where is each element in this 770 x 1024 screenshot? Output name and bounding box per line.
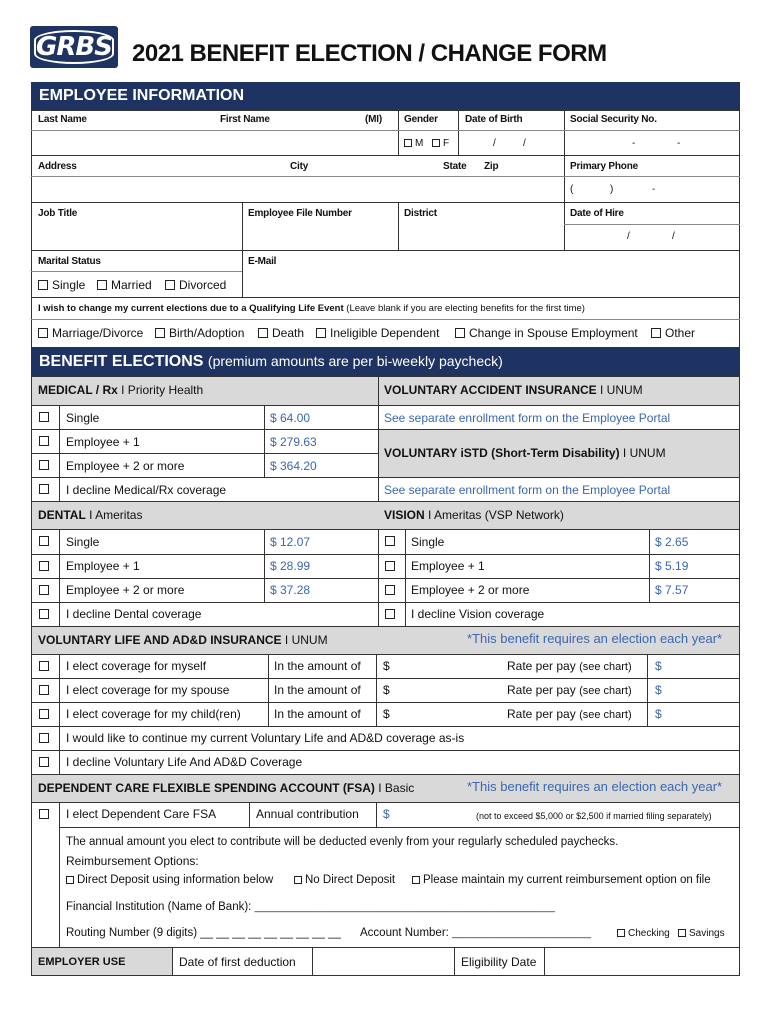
fsa-elect-label: I elect Dependent Care FSA <box>66 807 217 821</box>
gender-f-option[interactable]: F <box>432 137 449 151</box>
dental-employee-plus-one-checkbox[interactable] <box>39 561 49 571</box>
first-deduction-label: Date of first deduction <box>179 955 296 969</box>
life-children-amount-label: In the amount of <box>274 707 361 721</box>
gender-m-option[interactable]: M <box>404 137 423 151</box>
life-children-rate: Rate per pay (see chart) <box>507 707 632 721</box>
checkbox-icon[interactable] <box>316 328 326 338</box>
vision-section-title: VISION I Ameritas (VSP Network) <box>384 508 564 522</box>
checkbox-icon[interactable] <box>412 876 420 884</box>
marital-single-option[interactable]: Single <box>38 278 85 292</box>
fsa-annual-contribution-label: Annual contribution <box>256 807 359 821</box>
life-decline-label: I decline Voluntary Life And AD&D Coverage <box>66 755 303 769</box>
checkbox-icon[interactable] <box>617 929 625 937</box>
mi-label: (MI) <box>365 114 382 125</box>
dob-separator: / <box>523 138 526 149</box>
fsa-maintain-option[interactable]: Please maintain my current reimbursement option on file <box>412 873 711 887</box>
last-name-label: Last Name <box>38 114 87 125</box>
medical-employee-plus-two-checkbox[interactable] <box>39 460 49 470</box>
qle-ineligible-option[interactable]: Ineligible Dependent <box>316 326 439 340</box>
hire-separator: / <box>627 231 630 242</box>
fsa-section-title: DEPENDENT CARE FLEXIBLE SPENDING ACCOUNT (FSA) I Basic <box>38 781 415 795</box>
employer-use-label: EMPLOYER USE <box>38 956 126 968</box>
dental-decline-checkbox[interactable] <box>39 609 49 619</box>
district-label: District <box>404 208 437 219</box>
life-annual-notice: *This benefit requires an election each year* <box>467 631 723 646</box>
hire-separator: / <box>672 231 675 242</box>
vision-employee-plus-two-label: Employee + 2 or more <box>411 583 530 597</box>
medical-decline-label: I decline Medical/Rx coverage <box>66 483 227 497</box>
fsa-savings-option[interactable]: Savings <box>678 927 725 941</box>
phone-dash: - <box>652 184 656 195</box>
life-self-label: I elect coverage for myself <box>66 659 207 673</box>
date-of-hire-label: Date of Hire <box>570 208 624 219</box>
checkbox-icon[interactable] <box>66 876 74 884</box>
page-title: 2021 BENEFIT ELECTION / CHANGE FORM <box>132 40 607 67</box>
checkbox-icon[interactable] <box>651 328 661 338</box>
eligibility-date-label: Eligibility Date <box>461 955 537 969</box>
dental-employee-plus-one-label: Employee + 1 <box>66 559 140 573</box>
dental-employee-plus-one-price: $ 28.99 <box>270 559 311 573</box>
accident-section-title: VOLUNTARY ACCIDENT INSURANCE I UNUM <box>384 383 643 397</box>
first-name-label: First Name <box>220 114 270 125</box>
state-label: State <box>443 161 467 172</box>
life-children-dollar[interactable]: $ <box>383 707 390 721</box>
employee-info-header: EMPLOYEE INFORMATION <box>31 82 740 110</box>
benefit-elections-header: BENEFIT ELECTIONS (premium amounts are per bi-weekly paycheck) <box>31 348 740 376</box>
life-spouse-rate: Rate per pay (see chart) <box>507 683 632 697</box>
dental-employee-plus-two-price: $ 37.28 <box>270 583 311 597</box>
fsa-routing-field[interactable]: __ __ __ __ __ __ __ __ __ <box>200 927 341 939</box>
marital-married-option[interactable]: Married <box>97 278 152 292</box>
life-spouse-rate-dollar[interactable]: $ <box>655 683 662 697</box>
address-label: Address <box>38 161 77 172</box>
checkbox-icon[interactable] <box>294 876 302 884</box>
medical-employee-plus-one-label: Employee + 1 <box>66 435 140 449</box>
qle-death-option[interactable]: Death <box>258 326 304 340</box>
vision-employee-plus-one-price: $ 5.19 <box>655 559 689 573</box>
qle-marriage-option[interactable]: Marriage/Divorce <box>38 326 143 340</box>
medical-single-price: $ 64.00 <box>270 411 311 425</box>
ssn-separator: - <box>677 138 681 149</box>
life-self-rate: Rate per pay (see chart) <box>507 659 632 673</box>
dental-employee-plus-two-label: Employee + 2 or more <box>66 583 185 597</box>
dob-label: Date of Birth <box>465 114 523 125</box>
checkbox-icon[interactable] <box>678 929 686 937</box>
vision-single-label: Single <box>411 535 445 549</box>
medical-decline-checkbox[interactable] <box>39 484 49 494</box>
dental-single-label: Single <box>66 535 100 549</box>
city-label: City <box>290 161 309 172</box>
life-section-title: VOLUNTARY LIFE AND AD&D INSURANCE I UNUM <box>38 633 328 647</box>
life-children-label: I elect coverage for my child(ren) <box>66 707 241 721</box>
medical-single-label: Single <box>66 411 100 425</box>
istd-enrollment-link[interactable]: See separate enrollment form on the Employee Portal <box>384 483 671 497</box>
checkbox-icon[interactable] <box>165 280 175 290</box>
fsa-elect-checkbox[interactable] <box>39 809 49 819</box>
vision-employee-plus-one-checkbox[interactable] <box>385 561 395 571</box>
medical-section-title: MEDICAL / Rx I Priority Health <box>38 383 204 397</box>
phone-paren: ) <box>610 184 614 195</box>
life-children-rate-dollar[interactable]: $ <box>655 707 662 721</box>
life-spouse-dollar[interactable]: $ <box>383 683 390 697</box>
fsa-no-direct-deposit-option[interactable]: No Direct Deposit <box>294 873 395 887</box>
vision-single-checkbox[interactable] <box>385 536 395 546</box>
vision-employee-plus-one-label: Employee + 1 <box>411 559 485 573</box>
qle-spouse-employment-option[interactable]: Change in Spouse Employment <box>455 326 638 340</box>
life-self-checkbox[interactable] <box>39 661 49 671</box>
dental-single-checkbox[interactable] <box>39 536 49 546</box>
primary-phone-label: Primary Phone <box>570 161 638 172</box>
medical-single-checkbox[interactable] <box>39 412 49 422</box>
fsa-reimbursement-title: Reimbursement Options: <box>66 854 199 868</box>
phone-paren: ( <box>570 184 574 195</box>
istd-section-title: VOLUNTARY iSTD (Short-Term Disability) I UNUM <box>384 446 666 460</box>
zip-label: Zip <box>484 161 499 172</box>
dental-single-price: $ 12.07 <box>270 535 311 549</box>
gender-label: Gender <box>404 114 438 125</box>
medical-employee-plus-one-price: $ 279.63 <box>270 435 317 449</box>
life-self-dollar[interactable]: $ <box>383 659 390 673</box>
life-continue-checkbox[interactable] <box>39 733 49 743</box>
vision-single-price: $ 2.65 <box>655 535 689 549</box>
checkbox-icon[interactable] <box>38 280 48 290</box>
grbs-logo: GRBS <box>30 26 118 68</box>
vision-employee-plus-two-checkbox[interactable] <box>385 585 395 595</box>
checkbox-icon[interactable] <box>155 328 165 338</box>
checkbox-icon[interactable] <box>38 328 48 338</box>
vision-decline-checkbox[interactable] <box>385 609 395 619</box>
dob-separator: / <box>493 138 496 149</box>
fsa-annual-dollar[interactable]: $ <box>383 807 390 821</box>
dental-decline-label: I decline Dental coverage <box>66 607 202 621</box>
fsa-checking-option[interactable]: Checking <box>617 927 670 941</box>
checkbox-icon[interactable] <box>404 139 412 147</box>
checkbox-icon[interactable] <box>432 139 440 147</box>
email-label: E-Mail <box>248 256 277 267</box>
checkbox-icon[interactable] <box>455 328 465 338</box>
dental-employee-plus-two-checkbox[interactable] <box>39 585 49 595</box>
fsa-bank-field[interactable]: ______________________________________________________ <box>254 902 555 913</box>
fsa-bank-label: Financial Institution (Name of Bank): ______________________________________________________ <box>66 901 555 913</box>
life-spouse-label: I elect coverage for my spouse <box>66 683 230 697</box>
fsa-deduction-note: The annual amount you elect to contribute will be deducted evenly from your regularly scheduled paychecks. <box>66 836 619 848</box>
ssn-label: Social Security No. <box>570 114 657 125</box>
fsa-account-field[interactable]: _________________________ <box>452 928 592 939</box>
vision-employee-plus-two-price: $ 7.57 <box>655 583 689 597</box>
medical-employee-plus-two-price: $ 364.20 <box>270 459 317 473</box>
marital-status-label: Marital Status <box>38 256 101 267</box>
medical-employee-plus-two-label: Employee + 2 or more <box>66 459 185 473</box>
life-spouse-amount-label: In the amount of <box>274 683 361 697</box>
qle-other-option[interactable]: Other <box>651 326 695 340</box>
vision-decline-label: I decline Vision coverage <box>411 607 545 621</box>
life-self-amount-label: In the amount of <box>274 659 361 673</box>
accident-enrollment-link[interactable]: See separate enrollment form on the Employee Portal <box>384 411 671 425</box>
life-continue-label: I would like to continue my current Voluntary Life and AD&D coverage as-is <box>66 731 465 745</box>
checkbox-icon[interactable] <box>97 280 107 290</box>
life-children-checkbox[interactable] <box>39 709 49 719</box>
fsa-account-label: Account Number: _________________________ <box>360 927 592 939</box>
life-spouse-checkbox[interactable] <box>39 685 49 695</box>
medical-employee-plus-one-checkbox[interactable] <box>39 436 49 446</box>
fsa-annual-notice: *This benefit requires an election each year* <box>467 779 723 794</box>
dental-section-title: DENTAL I Ameritas <box>38 508 143 522</box>
ssn-separator: - <box>632 138 636 149</box>
qle-birth-option[interactable]: Birth/Adoption <box>155 326 244 340</box>
marital-divorced-option[interactable]: Divorced <box>165 278 226 292</box>
life-decline-checkbox[interactable] <box>39 757 49 767</box>
qle-instruction: I wish to change my current elections due to a Qualifying Life Event (Leave blank if you are electing benefits for the first time) <box>38 303 585 314</box>
fsa-limit-note: (not to exceed $5,000 or $2,500 if married filing separately) <box>476 811 712 821</box>
checkbox-icon[interactable] <box>258 328 268 338</box>
job-title-label: Job Title <box>38 208 78 219</box>
fsa-routing-label: Routing Number (9 digits) __ __ __ __ __ __ __ __ __ <box>66 927 341 939</box>
employee-file-number-label: Employee File Number <box>248 208 352 219</box>
life-self-rate-dollar[interactable]: $ <box>655 659 662 673</box>
fsa-direct-deposit-option[interactable]: Direct Deposit using information below <box>66 873 273 887</box>
